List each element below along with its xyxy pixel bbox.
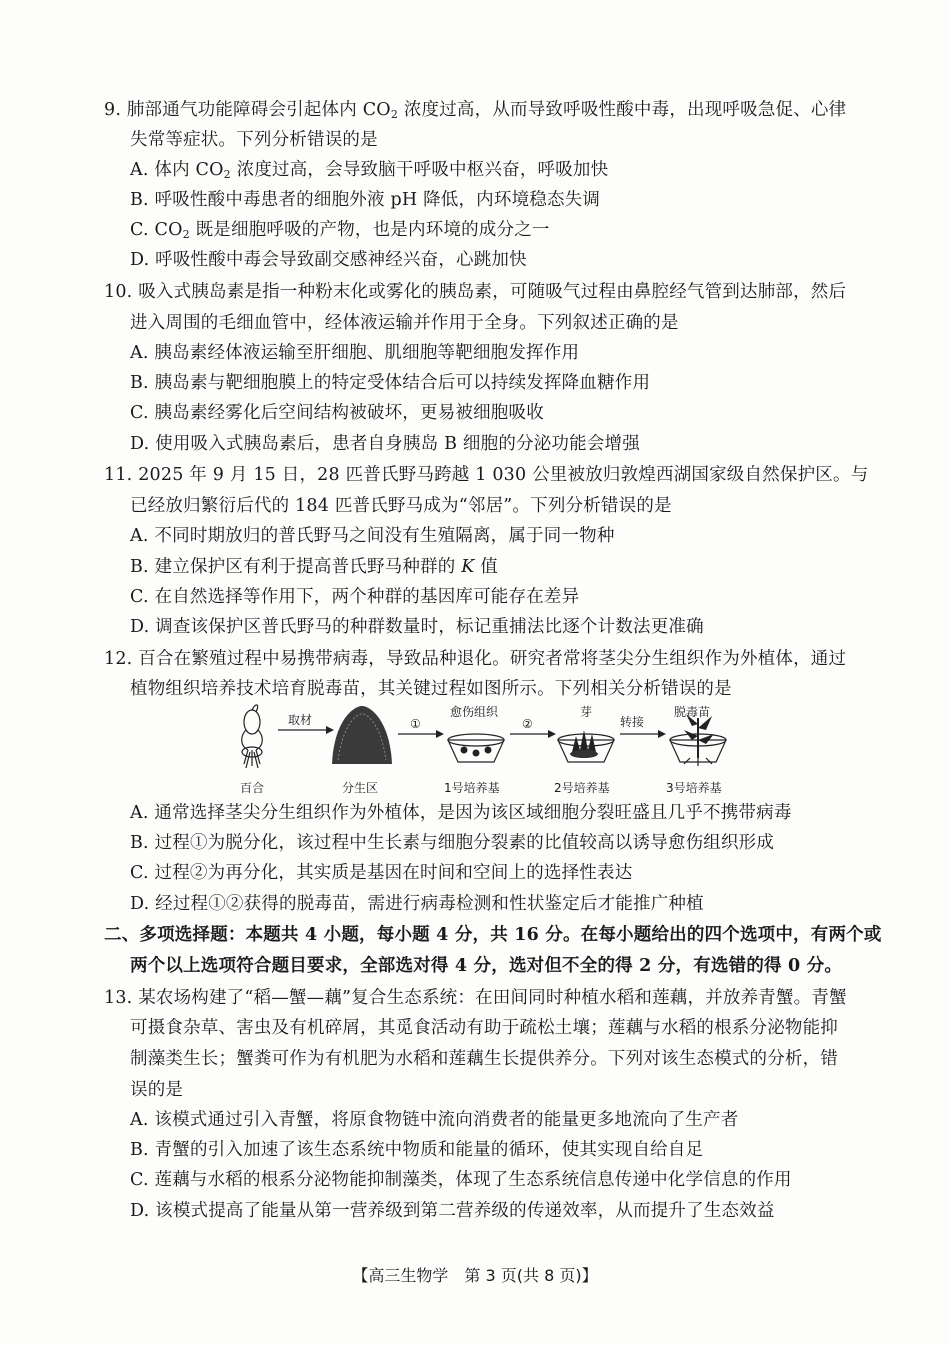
q12-stem-line-2: 植物组织培养技术培育脱毒苗，其关键过程如图所示。下列相关分析错误的是 [130, 679, 732, 699]
seedling-label: 脱毒苗 [674, 705, 711, 719]
q13-stem-line-3: 制藻类生长；蟹粪可作为有机肥为水稻和莲藕生长提供养分。下列对该生态模式的分析，错 [130, 1049, 838, 1069]
q9-stem-line-1: 9. 肺部通气功能障碍会引起体内 $CO_2$ 浓度过高，从而导致呼吸性酸中毒，出现呼吸急促、心律 [104, 100, 847, 121]
medium-1-dish-icon [448, 734, 504, 762]
tissue-culture-diagram [226, 700, 746, 800]
q9-option-b: B. 呼吸性酸中毒患者的细胞外液 pH 降低，内环境稳态失调 [130, 190, 601, 210]
medium-3-label: 3号培养基 [666, 781, 722, 795]
section-2-instructions: 两个以上选项符合题目要求，全部选对得 4 分，选对但不全的得 2 分，有选错的得 0 分。 [130, 956, 843, 976]
q13-option-c: C. 莲藕与水稻的根系分泌物能抑制藻类，体现了生态系统信息传递中化学信息的作用 [130, 1170, 792, 1190]
arrow-step1-head [436, 730, 444, 738]
q13-stem-line-2: 可摄食杂草、害虫及有机碎屑，其觅食活动有助于疏松土壤；莲藕与水稻的根系分泌物能抑 [130, 1018, 838, 1038]
arrow-step2-head [548, 730, 556, 738]
meristem-icon [332, 706, 392, 764]
q13-option-a: A. 该模式通过引入青蟹，将原食物链中流向消费者的能量更多地流向了生产者 [130, 1110, 739, 1130]
arrow-take-head [326, 726, 334, 734]
q13-option-d: D. 该模式提高了能量从第一营养级到第二营养级的传递效率，从而提升了生态效益 [130, 1201, 775, 1221]
q12-stem-line-1: 12. 百合在繁殖过程中易携带病毒，导致品种退化。研究者常将茎尖分生组织作为外植体，通过 [104, 649, 847, 669]
q10-stem-line-1: 10. 吸入式胰岛素是指一种粉末化或雾化的胰岛素，可随吸气过程由鼻腔经气管到达肺部，然后 [104, 282, 847, 302]
medium-3-dish-icon [670, 714, 726, 766]
lily-label: 百合 [240, 781, 265, 795]
callus-label: 愈伤组织 [450, 705, 499, 719]
q11-option-d: D. 调查该保护区普氏野马的种群数量时，标记重捕法比逐个计数法更准确 [130, 617, 704, 637]
q9-option-c: C. $CO_2$ 既是细胞呼吸的产物，也是内环境的成分之一 [130, 220, 550, 241]
q10-stem-line-2: 进入周围的毛细血管中，经体液运输并作用于全身。下列叙述正确的是 [130, 313, 679, 333]
meristem-label: 分生区 [342, 781, 379, 795]
page-footer: 【高三生物学 第 3 页(共 8 页)】 [352, 1266, 598, 1285]
medium-1-label: 1号培养基 [444, 781, 500, 795]
q12-option-b: B. 过程①为脱分化，该过程中生长素与细胞分裂素的比值较高以诱导愈伤组织形成 [130, 833, 775, 853]
q12-option-d: D. 经过程①②获得的脱毒苗，需进行病毒检测和性状鉴定后才能推广种植 [130, 894, 704, 914]
lily-plant-icon [242, 705, 263, 768]
q12-option-a: A. 通常选择茎尖分生组织作为外植体，是因为该区域细胞分裂旺盛且几乎不携带病毒 [130, 803, 792, 823]
q9-option-d: D. 呼吸性酸中毒会导致副交感神经兴奋，心跳加快 [130, 250, 527, 270]
q13-stem-line-4: 误的是 [130, 1080, 184, 1100]
q11-stem-line-2: 已经放归繁衍后代的 184 匹普氏野马成为“邻居”。下列分析错误的是 [130, 496, 672, 516]
step1-label: ① [410, 717, 421, 731]
medium-2-label: 2号培养基 [554, 781, 610, 795]
take-label: 取材 [288, 713, 313, 727]
q11-option-c: C. 在自然选择等作用下，两个种群的基因库可能存在差异 [130, 587, 580, 607]
q11-option-b: B. 建立保护区有利于提高普氏野马种群的 K 值 [130, 557, 498, 577]
section-2-heading: 二、多项选择题：本题共 4 小题，每小题 4 分，共 16 分。在每小题给出的四个选项中，有两个或 [104, 925, 882, 945]
step2-label: ② [522, 717, 533, 731]
q13-option-b: B. 青蟹的引入加速了该生态系统中物质和能量的循环，使其实现自给自足 [130, 1140, 704, 1160]
q13-stem-line-1: 13. 某农场构建了“稻—蟹—藕”复合生态系统：在田间同时种植水稻和莲藕，并放养青蟹。青蟹 [104, 988, 847, 1008]
q10-option-b: B. 胰岛素与靶细胞膜上的特定受体结合后可以持续发挥降血糖作用 [130, 373, 651, 393]
bud-label: 芽 [580, 705, 593, 719]
q11-option-a: A. 不同时期放归的普氏野马之间没有生殖隔离，属于同一物种 [130, 526, 615, 546]
q11-stem-line-1: 11. 2025 年 9 月 15 日，28 匹普氏野马跨越 1 030 公里被放归敦煌西湖国家级自然保护区。与 [104, 465, 869, 485]
q9-stem-line-2: 失常等症状。下列分析错误的是 [130, 130, 378, 150]
medium-2-dish-icon [558, 730, 614, 762]
q10-option-c: C. 胰岛素经雾化后空间结构被破坏，更易被细胞吸收 [130, 403, 544, 423]
tissue-culture-figure [226, 700, 746, 800]
q12-option-c: C. 过程②为再分化，其实质是基因在时间和空间上的选择性表达 [130, 863, 633, 883]
q9-option-a: A. 体内 $CO_2$ 浓度过高，会导致脑干呼吸中枢兴奋，呼吸加快 [130, 160, 609, 181]
q10-option-d: D. 使用吸入式胰岛素后，患者自身胰岛 B 细胞的分泌功能会增强 [130, 434, 640, 454]
arrow-transfer-head [658, 730, 666, 738]
transfer-label: 转接 [620, 715, 645, 729]
q10-option-a: A. 胰岛素经体液运输至肝细胞、肌细胞等靶细胞发挥作用 [130, 343, 580, 363]
